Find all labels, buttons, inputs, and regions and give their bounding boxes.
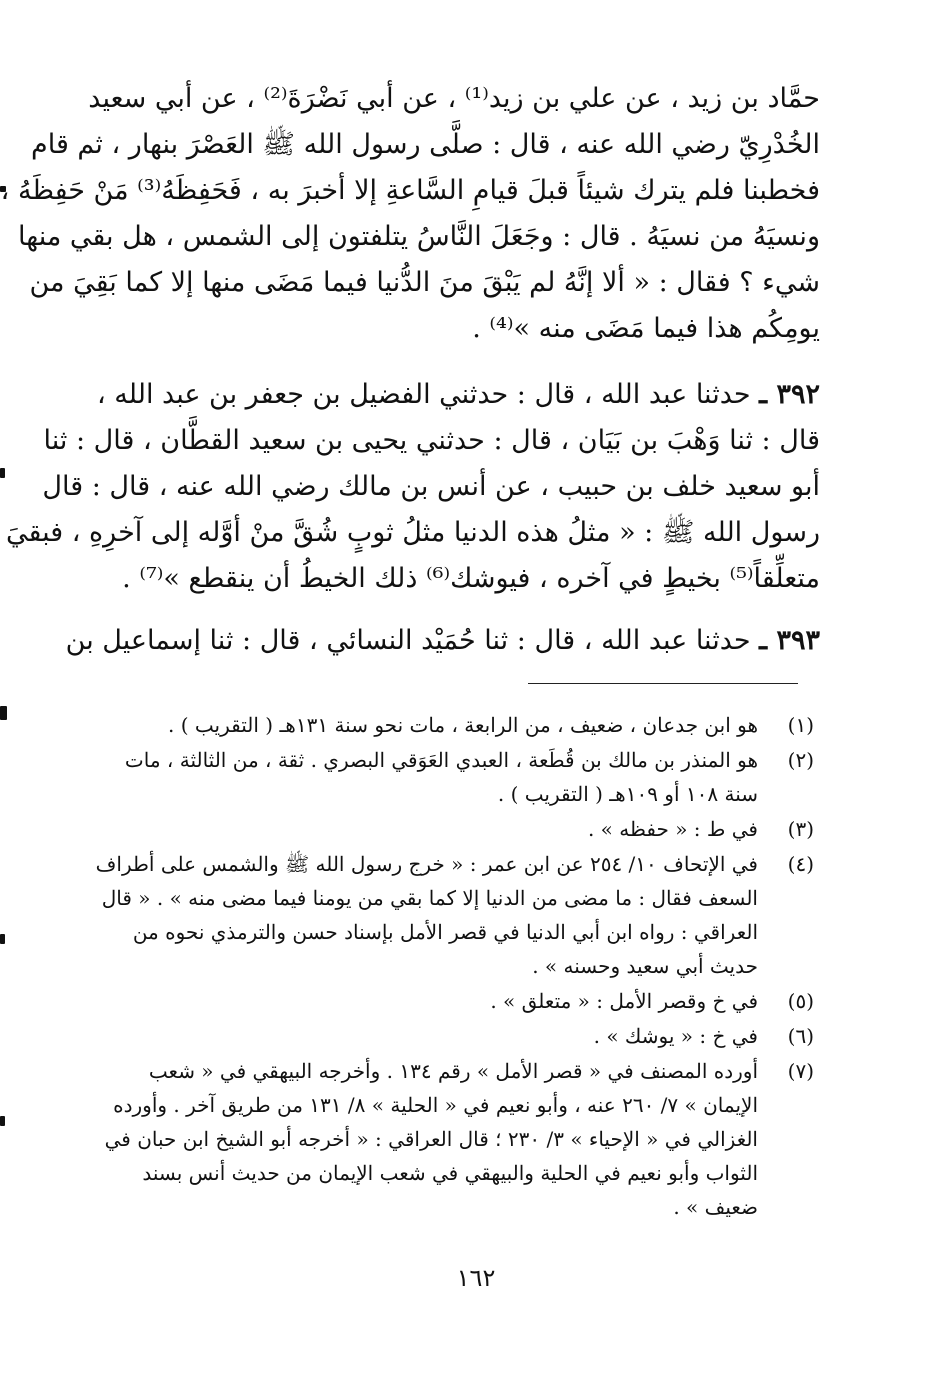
hadith-393 [65, 618, 820, 664]
text-line: الخُدْرِيّ رضي الله عنه ، قال : صلَّى رسول الله ﷺ العَصْرَ بنهار ، ثم قام [31, 129, 820, 160]
footnote-number: (٣) [787, 817, 814, 841]
footnote-item [104, 1019, 814, 1053]
footnote-number: (٤) [787, 852, 814, 876]
footnote-line: الثواب وأبو نعيم في الحلية والبيهقي في شعب الإيمان من حديث أنس بسند [142, 1161, 758, 1185]
footnote-text [104, 812, 758, 846]
footnote-line: في خ وقصر الأمل : « متعلق » . [490, 989, 758, 1013]
footnote-number: (٧) [787, 1059, 814, 1083]
footnote-number: (٥) [787, 989, 814, 1013]
footnote-number: (٦) [787, 1024, 814, 1048]
footnote-line: في خ : « يوشك » . [593, 1024, 758, 1048]
footnote-text [104, 1054, 758, 1224]
footnote-item [95, 847, 814, 983]
main-paragraph [0, 76, 820, 352]
footnote-line: هو المنذر بن مالك بن قُطَعة ، العبدي العَوَقي البصري . ثقة ، من الثالثة ، مات [124, 748, 758, 772]
footnote-text [104, 1019, 758, 1053]
text-line: متعلِّقاً⁽⁵⁾ بخيطٍ في آخره ، فيوشك⁽⁶⁾ ذلك الخيطُ أن ينقطع »⁽⁷⁾ . [122, 563, 820, 594]
footnote-item [104, 984, 814, 1018]
footnote-line: السعف فقال : ما مضى من الدنيا إلا كما بقي من يومنا فيما مضى منه » . « قال [101, 886, 758, 910]
footnote-line: في الإتحاف ١٠/ ٢٥٤ عن ابن عمر : « خرج رسول الله ﷺ والشمس على أطراف [95, 852, 758, 876]
text-line: فخطبنا فلم يترك شيئاً قبلَ قيامِ السَّاعةِ إلا أخبرَ به ، فَحَفِظَهُ⁽³⁾ مَنْ حَفِظَهُ ، [0, 175, 820, 206]
text-line: قال : ثنا وَهْبَ بن بَيَان ، قال : حدثني يحيى بن سعيد القطَّان ، قال : ثنا [43, 425, 820, 456]
footnote-number: (١) [787, 713, 814, 737]
footnote-text [104, 984, 758, 1018]
text-line: حمَّاد بن زيد ، عن علي بن زيد⁽¹⁾ ، عن أبي نَضْرَةَ⁽²⁾ ، عن أبي سعيد [88, 83, 820, 114]
text-line: يومِكُم هذا فيما مَضَى منه »⁽⁴⁾ . [472, 313, 820, 344]
footnote-line: أورده المصنف في « قصر الأمل » رقم ١٣٤ . وأخرجه البيهقي في « شعب [148, 1059, 758, 1083]
margin-mark [0, 1116, 5, 1126]
footnote-item [104, 812, 814, 846]
footnote-line: العراقي : رواه ابن أبي الدنيا في قصر الأمل بإسناد حسن والترمذي نحوه من [132, 920, 758, 944]
text-line [97, 372, 820, 418]
footnote-line: الغزالي في « الإحياء » ٣/ ٢٣٠ ؛ قال العراقي : « أخرجه أبو الشيخ ابن حبان في [104, 1127, 758, 1151]
text-line [65, 618, 820, 664]
text-line: ونسيَهُ من نسيَهُ . قال : وجَعَلَ النَّاسُ يتلفتون إلى الشمس ، هل بقي منها [18, 221, 820, 252]
footnote-separator [528, 683, 798, 684]
footnote-line: في ط : « حفظه » . [587, 817, 758, 841]
hadith-392 [5, 372, 820, 602]
margin-mark [0, 468, 5, 478]
hadith-number: ٣٩٢ ـ [759, 379, 820, 410]
footnotes [95, 708, 814, 1225]
footnote-line: ضعيف » . [673, 1195, 758, 1219]
footnote-text [96, 847, 758, 983]
footnote-line: سنة ١٠٨ أو ١٠٩هـ ( التقريب ) . [497, 782, 758, 806]
footnote-item [104, 1054, 814, 1224]
margin-mark [0, 934, 5, 944]
text-line: أبو سعيد خلف بن حبيب ، عن أنس بن مالك رضي الله عنه ، قال : قال [42, 471, 820, 502]
footnote-number: (٢) [787, 748, 814, 772]
hadith-number: ٣٩٣ ـ [759, 625, 820, 656]
footnote-item [104, 743, 814, 811]
footnote-line: هو ابن جدعان ، ضعيف ، من الرابعة ، مات نحو سنة ١٣١هـ ( التقريب ) . [168, 713, 758, 737]
text-line: شيء ؟ فقال : « ألا إنَّهُ لم يَبْقَ منَ الدُّنيا فيما مَضَى منها إلا كما بَقِيَ من [29, 267, 820, 298]
page-number: ١٦٢ [456, 1264, 496, 1292]
footnote-line: الإيمان » ٧/ ٢٦٠ عنه ، وأبو نعيم في « الحلية » ٨/ ١٣١ من طريق آخر . وأورده [113, 1093, 758, 1117]
footnote-text [104, 743, 758, 811]
footnote-line: حديث أبي سعيد وحسنه » . [532, 954, 758, 978]
text-line: رسول الله ﷺ : « مثلُ هذه الدنيا مثلُ ثوبٍ شُقَّ منْ أوَّله إلى آخرِهِ ، فبقيَ [5, 517, 820, 548]
footnote-item [104, 708, 814, 742]
text-line-content: حدثنا عبد الله ، قال : حدثني الفضيل بن جعفر بن عبد الله ، [97, 379, 760, 410]
footnote-text [104, 708, 758, 742]
margin-mark [0, 706, 7, 720]
text-line-content: حدثنا عبد الله ، قال : ثنا حُمَيْد النسائي ، قال : ثنا إسماعيل بن [65, 625, 760, 656]
